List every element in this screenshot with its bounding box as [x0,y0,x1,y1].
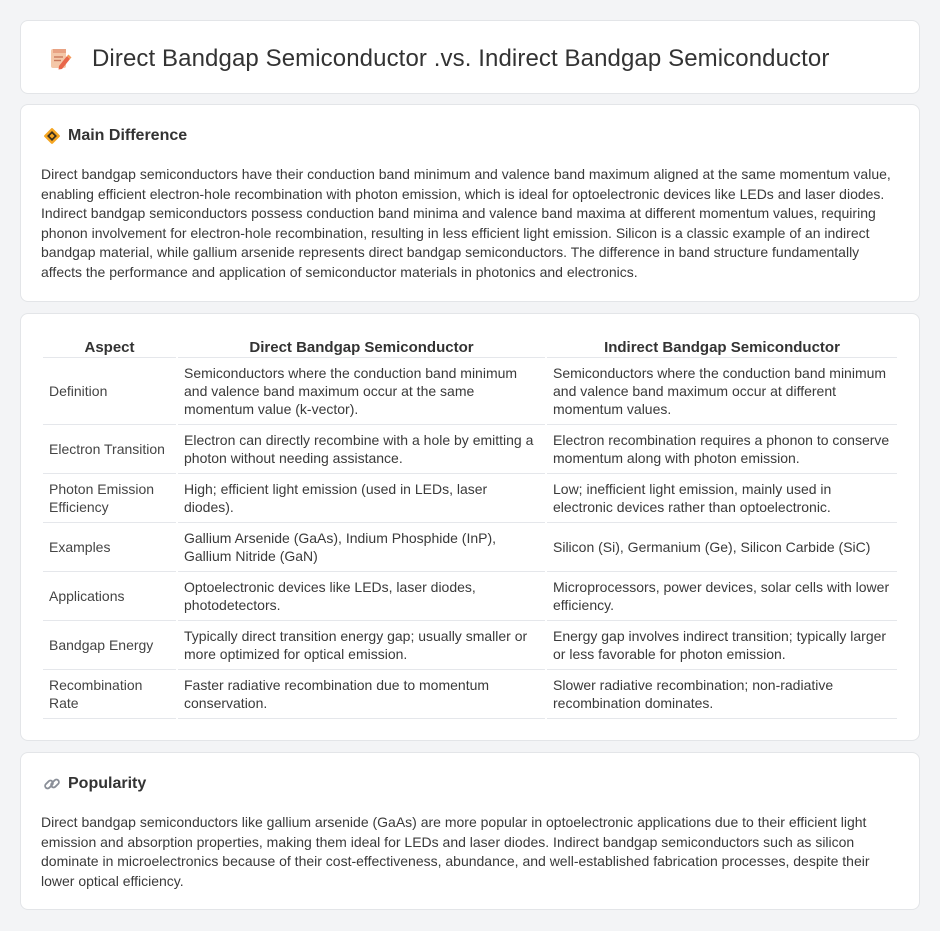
cell-aspect: Recombination Rate [43,670,176,719]
cell-direct: High; efficient light emission (used in LEDs, laser diodes). [178,474,545,523]
cell-direct: Electron can directly recombine with a hole by emitting a photon without needing assistance. [178,425,545,474]
cell-direct: Typically direct transition energy gap; usually smaller or more optimized for optical emission. [178,621,545,670]
cell-indirect: Electron recombination requires a phonon to conserve momentum along with photon emission. [547,425,897,474]
comparison-table [41,334,899,719]
cell-direct: Optoelectronic devices like LEDs, laser diodes, photodetectors. [178,572,545,621]
cell-aspect: Applications [43,572,176,621]
main-difference-heading-row [43,127,187,145]
popularity-heading-row [43,775,146,793]
cell-aspect: Definition [43,358,176,425]
title-row [47,45,829,73]
table-row [43,358,897,425]
main-difference-card [20,104,920,302]
cell-aspect: Photon Emission Efficiency [43,474,176,523]
diamond-sign-icon [43,127,61,145]
header-aspect: Aspect [43,334,176,358]
edit-document-icon [47,46,73,72]
header-direct: Direct Bandgap Semiconductor [178,334,545,358]
cell-indirect: Microprocessors, power devices, solar cells with lower efficiency. [547,572,897,621]
table-row [43,425,897,474]
header-indirect: Indirect Bandgap Semiconductor [547,334,897,358]
header-card [20,20,920,94]
cell-indirect: Low; inefficient light emission, mainly used in electronic devices rather than optoelectronic. [547,474,897,523]
table-row [43,621,897,670]
popularity-card [20,752,920,910]
popularity-heading: Popularity [68,775,147,792]
cell-direct: Gallium Arsenide (GaAs), Indium Phosphide (InP), Gallium Nitride (GaN) [178,523,545,572]
table-row [43,474,897,523]
link-icon [43,775,61,793]
cell-direct: Faster radiative recombination due to momentum conservation. [178,670,545,719]
cell-aspect: Examples [43,523,176,572]
cell-indirect: Slower radiative recombination; non-radiative recombination dominates. [547,670,897,719]
main-difference-heading: Main Difference [68,127,188,144]
table-header-row [43,334,897,358]
table-row [43,523,897,572]
comparison-table-card [20,313,920,741]
cell-indirect: Semiconductors where the conduction band minimum and valence band maximum occur at different momentum values. [547,358,897,425]
table-row [43,670,897,719]
cell-indirect: Energy gap involves indirect transition; typically larger or less favorable for photon emission. [547,621,897,670]
cell-direct: Semiconductors where the conduction band minimum and valence band maximum occur at the same momentum value (k-vector). [178,358,545,425]
page-title: Direct Bandgap Semiconductor .vs. Indirect Bandgap Semiconductor [92,45,830,72]
main-difference-text: Direct bandgap semiconductors have their conduction band minimum and valence band maximum aligned at the same momentum value, enabling efficient electron-hole recombination with photon emission, which is ideal for optoelectronic devices like LEDs and laser diodes. Indirect bandgap semiconductors possess conduction band minima and valence band maxima at different momentum values, requiring phonon involvement for electron-hole recombination, resulting in less efficient light emission. Silicon is a classic example of an indirect bandgap material, while gallium arsenide represents direct bandgap semiconductors. The difference in band structure fundamentally affects the performance and application of semiconductor materials in photonics and electronics. [41,166,891,280]
cell-indirect: Silicon (Si), Germanium (Ge), Silicon Carbide (SiC) [547,523,897,572]
popularity-text: Direct bandgap semiconductors like gallium arsenide (GaAs) are more popular in optoelectronic applications due to their efficient light emission and absorption properties, making them ideal for LEDs and laser diodes. Indirect bandgap semiconductors such as silicon dominate in microelectronics because of their cost-effectiveness, abundance, and well-established fabrication processes, despite their lower optical efficiency. [41,814,870,889]
cell-aspect: Electron Transition [43,425,176,474]
cell-aspect: Bandgap Energy [43,621,176,670]
table-row [43,572,897,621]
